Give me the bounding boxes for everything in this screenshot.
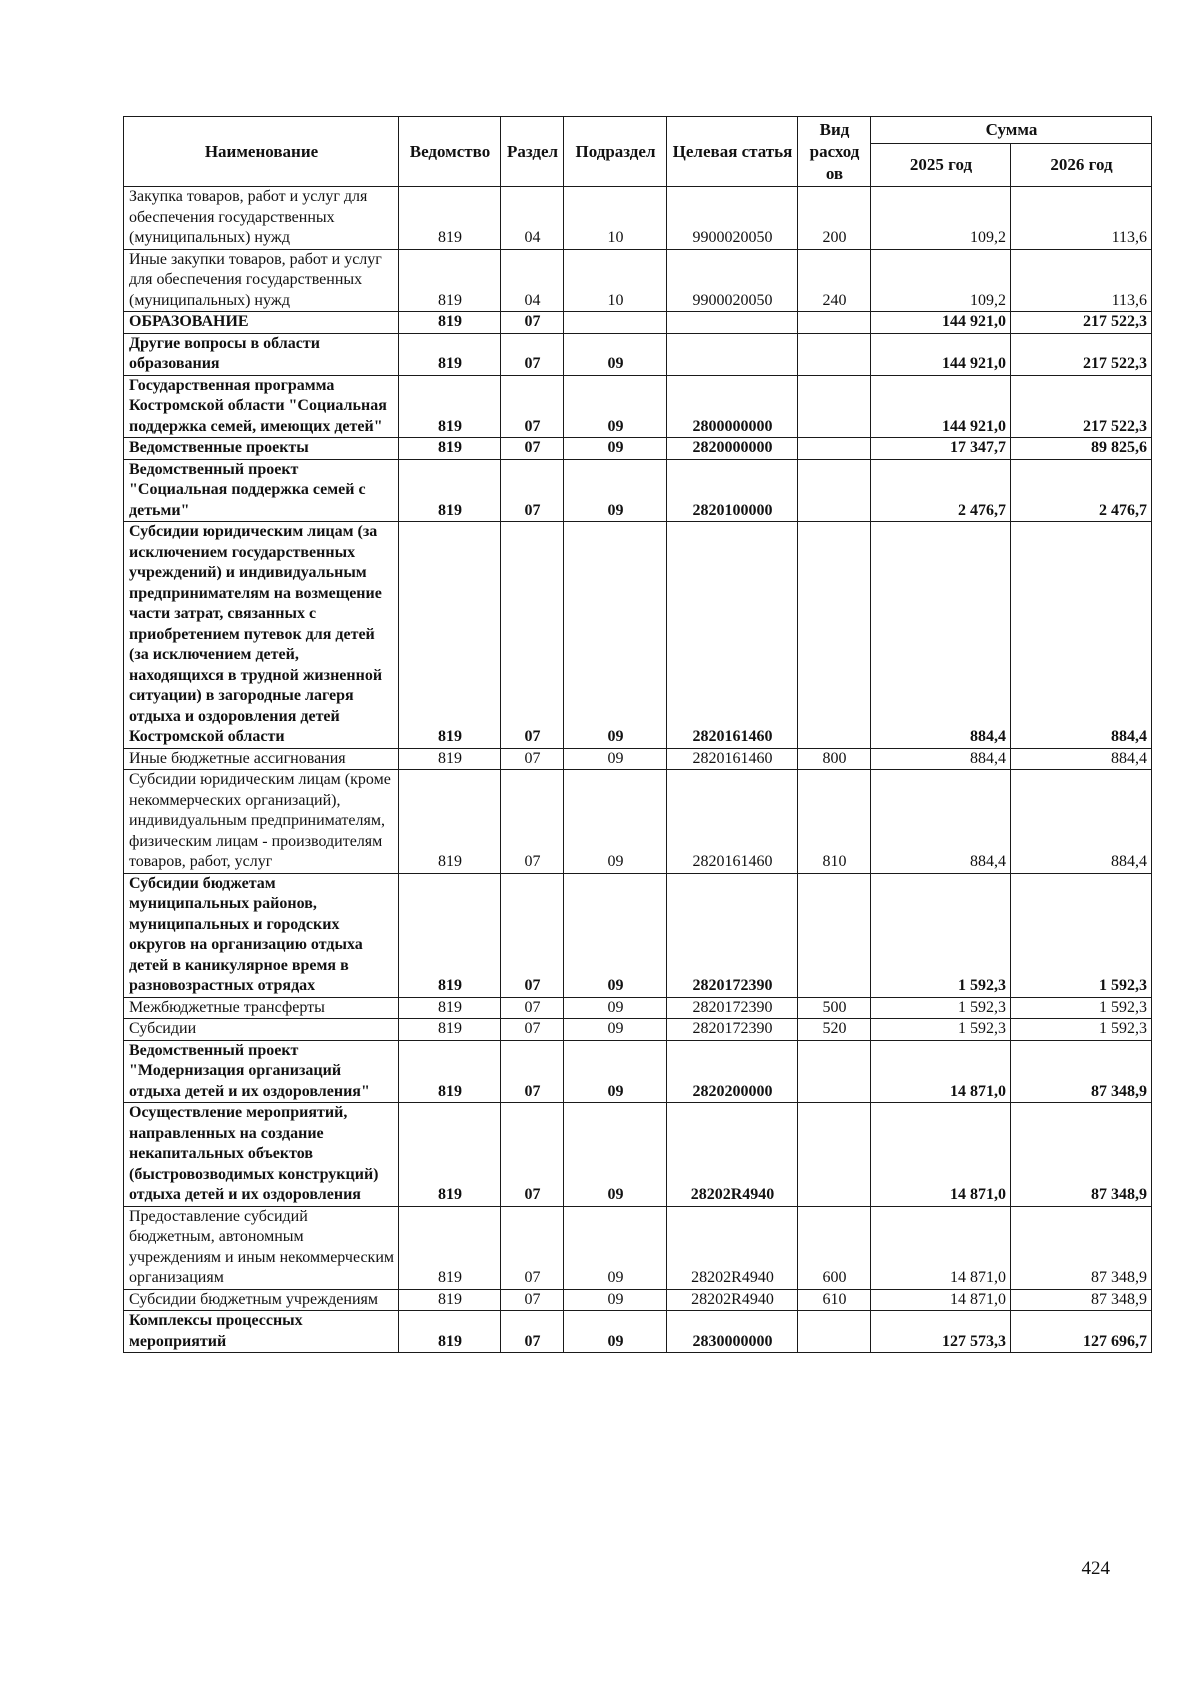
table-row (124, 187, 1152, 250)
row-subsection: 09 (564, 333, 667, 375)
row-subsection: 09 (564, 1019, 667, 1041)
row-section: 07 (501, 1289, 564, 1311)
table-row (124, 873, 1152, 997)
row-name: Ведомственный проект "Социальная поддержка семей с детьми" (124, 459, 399, 522)
table-body (124, 187, 1152, 1353)
row-expense-type: 610 (798, 1289, 871, 1311)
header-expense-type: Вид расход ов (798, 117, 871, 187)
row-amount-2026: 217 522,3 (1011, 312, 1152, 334)
row-department: 819 (399, 1103, 501, 1207)
row-section: 07 (501, 1019, 564, 1041)
row-department: 819 (399, 333, 501, 375)
row-amount-2025: 1 592,3 (871, 1019, 1011, 1041)
row-section: 07 (501, 770, 564, 874)
row-target-article: 28202R4940 (667, 1206, 798, 1289)
row-amount-2026: 87 348,9 (1011, 1040, 1152, 1103)
row-expense-type (798, 375, 871, 438)
row-subsection: 09 (564, 873, 667, 997)
row-subsection: 09 (564, 1206, 667, 1289)
row-amount-2026: 1 592,3 (1011, 1019, 1152, 1041)
row-target-article: 2830000000 (667, 1311, 798, 1353)
row-amount-2025: 109,2 (871, 187, 1011, 250)
row-name: Осуществление мероприятий, направленных на создание некапитальных объектов (быстровозводимых конструкций) отдыха детей и их оздоровления (124, 1103, 399, 1207)
table-row (124, 1019, 1152, 1041)
table-row (124, 1103, 1152, 1207)
row-expense-type: 600 (798, 1206, 871, 1289)
row-amount-2025: 144 921,0 (871, 333, 1011, 375)
row-department: 819 (399, 459, 501, 522)
row-expense-type (798, 333, 871, 375)
row-amount-2025: 127 573,3 (871, 1311, 1011, 1353)
row-section: 07 (501, 312, 564, 334)
row-amount-2026: 89 825,6 (1011, 438, 1152, 460)
table-row (124, 1311, 1152, 1353)
row-section: 07 (501, 438, 564, 460)
header-name: Наименование (124, 117, 399, 187)
row-name: Ведомственные проекты (124, 438, 399, 460)
row-section: 07 (501, 1040, 564, 1103)
row-name: Субсидии бюджетам муниципальных районов, муниципальных и городских округов на организацию отдыха детей в каникулярное время в разновозрастных отрядах (124, 873, 399, 997)
row-name: Субсидии юридическим лицам (кроме некоммерческих организаций), индивидуальным предпринимателям, физическим лицам - производителям товаров, работ, услуг (124, 770, 399, 874)
row-section: 07 (501, 873, 564, 997)
table-row (124, 459, 1152, 522)
row-amount-2025: 144 921,0 (871, 312, 1011, 334)
table-row (124, 770, 1152, 874)
row-target-article: 28202R4940 (667, 1103, 798, 1207)
row-expense-type (798, 459, 871, 522)
row-subsection: 09 (564, 459, 667, 522)
row-amount-2026: 884,4 (1011, 770, 1152, 874)
row-amount-2025: 884,4 (871, 770, 1011, 874)
row-department: 819 (399, 312, 501, 334)
row-target-article: 2820161460 (667, 770, 798, 874)
row-target-article: 2820172390 (667, 873, 798, 997)
row-target-article (667, 333, 798, 375)
row-amount-2025: 14 871,0 (871, 1289, 1011, 1311)
row-amount-2025: 1 592,3 (871, 997, 1011, 1019)
row-name: Закупка товаров, работ и услуг для обеспечения государственных (муниципальных) нужд (124, 187, 399, 250)
row-department: 819 (399, 375, 501, 438)
row-target-article: 2820161460 (667, 522, 798, 749)
row-subsection: 09 (564, 1103, 667, 1207)
row-amount-2025: 884,4 (871, 522, 1011, 749)
row-department: 819 (399, 997, 501, 1019)
row-name: Другие вопросы в области образования (124, 333, 399, 375)
budget-table (123, 116, 1152, 1353)
row-amount-2026: 1 592,3 (1011, 997, 1152, 1019)
row-subsection: 10 (564, 249, 667, 312)
row-expense-type: 800 (798, 748, 871, 770)
row-target-article: 2820000000 (667, 438, 798, 460)
row-section: 07 (501, 375, 564, 438)
row-amount-2026: 113,6 (1011, 249, 1152, 312)
header-year-2025: 2025 год (871, 144, 1011, 187)
row-department: 819 (399, 873, 501, 997)
row-expense-type (798, 312, 871, 334)
row-amount-2026: 127 696,7 (1011, 1311, 1152, 1353)
row-subsection (564, 312, 667, 334)
row-subsection: 10 (564, 187, 667, 250)
row-amount-2026: 2 476,7 (1011, 459, 1152, 522)
row-section: 07 (501, 997, 564, 1019)
row-name: Межбюджетные трансферты (124, 997, 399, 1019)
row-expense-type (798, 1311, 871, 1353)
table-row (124, 438, 1152, 460)
row-target-article: 2820172390 (667, 1019, 798, 1041)
row-name: Субсидии (124, 1019, 399, 1041)
row-department: 819 (399, 1311, 501, 1353)
row-amount-2025: 2 476,7 (871, 459, 1011, 522)
row-target-article: 28202R4940 (667, 1289, 798, 1311)
table-row (124, 375, 1152, 438)
header-sum: Сумма (871, 117, 1152, 144)
row-department: 819 (399, 1206, 501, 1289)
row-expense-type (798, 1040, 871, 1103)
row-amount-2026: 87 348,9 (1011, 1289, 1152, 1311)
row-amount-2025: 884,4 (871, 748, 1011, 770)
row-target-article: 2800000000 (667, 375, 798, 438)
row-amount-2025: 14 871,0 (871, 1206, 1011, 1289)
row-expense-type (798, 873, 871, 997)
table-row (124, 997, 1152, 1019)
row-name: Иные закупки товаров, работ и услуг для обеспечения государственных (муниципальных) нужд (124, 249, 399, 312)
row-amount-2026: 87 348,9 (1011, 1103, 1152, 1207)
header-subsection: Подраздел (564, 117, 667, 187)
row-subsection: 09 (564, 748, 667, 770)
row-section: 07 (501, 522, 564, 749)
table-row (124, 312, 1152, 334)
row-subsection: 09 (564, 770, 667, 874)
row-amount-2026: 1 592,3 (1011, 873, 1152, 997)
row-name: ОБРАЗОВАНИЕ (124, 312, 399, 334)
table-row (124, 1289, 1152, 1311)
row-subsection: 09 (564, 438, 667, 460)
row-expense-type (798, 522, 871, 749)
row-target-article: 2820100000 (667, 459, 798, 522)
row-section: 07 (501, 748, 564, 770)
row-target-article: 9900020050 (667, 249, 798, 312)
row-name: Предоставление субсидий бюджетным, автономным учреждениям и иным некоммерческим организациям (124, 1206, 399, 1289)
row-subsection: 09 (564, 1289, 667, 1311)
row-department: 819 (399, 187, 501, 250)
row-section: 07 (501, 459, 564, 522)
row-department: 819 (399, 522, 501, 749)
header-target-article: Целевая статья (667, 117, 798, 187)
row-target-article (667, 312, 798, 334)
row-name: Ведомственный проект "Модернизация организаций отдыха детей и их оздоровления" (124, 1040, 399, 1103)
row-subsection: 09 (564, 997, 667, 1019)
row-amount-2025: 1 592,3 (871, 873, 1011, 997)
row-expense-type: 810 (798, 770, 871, 874)
budget-sheet (123, 116, 1151, 1353)
page-number: 424 (1081, 1558, 1110, 1579)
row-expense-type: 520 (798, 1019, 871, 1041)
row-amount-2026: 113,6 (1011, 187, 1152, 250)
row-department: 819 (399, 249, 501, 312)
table-row (124, 249, 1152, 312)
row-name: Государственная программа Костромской области "Социальная поддержка семей, имеющих детей" (124, 375, 399, 438)
row-name: Субсидии бюджетным учреждениям (124, 1289, 399, 1311)
row-amount-2025: 14 871,0 (871, 1103, 1011, 1207)
row-target-article: 2820200000 (667, 1040, 798, 1103)
row-expense-type: 200 (798, 187, 871, 250)
row-department: 819 (399, 1040, 501, 1103)
row-section: 07 (501, 333, 564, 375)
row-department: 819 (399, 1289, 501, 1311)
row-expense-type (798, 438, 871, 460)
row-department: 819 (399, 748, 501, 770)
row-amount-2026: 217 522,3 (1011, 375, 1152, 438)
table-row (124, 1206, 1152, 1289)
row-department: 819 (399, 1019, 501, 1041)
table-row (124, 1040, 1152, 1103)
row-amount-2026: 884,4 (1011, 748, 1152, 770)
table-row (124, 522, 1152, 749)
row-amount-2025: 14 871,0 (871, 1040, 1011, 1103)
row-section: 07 (501, 1206, 564, 1289)
header-year-2026: 2026 год (1011, 144, 1152, 187)
row-department: 819 (399, 770, 501, 874)
header-section: Раздел (501, 117, 564, 187)
row-name: Иные бюджетные ассигнования (124, 748, 399, 770)
row-section: 07 (501, 1103, 564, 1207)
row-amount-2025: 17 347,7 (871, 438, 1011, 460)
header-row-1 (124, 117, 1152, 144)
row-expense-type: 500 (798, 997, 871, 1019)
row-amount-2025: 144 921,0 (871, 375, 1011, 438)
row-expense-type (798, 1103, 871, 1207)
row-subsection: 09 (564, 375, 667, 438)
row-amount-2026: 87 348,9 (1011, 1206, 1152, 1289)
row-amount-2026: 217 522,3 (1011, 333, 1152, 375)
table-row (124, 748, 1152, 770)
row-subsection: 09 (564, 1040, 667, 1103)
row-amount-2025: 109,2 (871, 249, 1011, 312)
row-target-article: 9900020050 (667, 187, 798, 250)
row-subsection: 09 (564, 1311, 667, 1353)
row-section: 04 (501, 187, 564, 250)
row-section: 07 (501, 1311, 564, 1353)
header-department: Ведомство (399, 117, 501, 187)
row-name: Комплексы процессных мероприятий (124, 1311, 399, 1353)
table-row (124, 333, 1152, 375)
row-expense-type: 240 (798, 249, 871, 312)
row-subsection: 09 (564, 522, 667, 749)
row-section: 04 (501, 249, 564, 312)
row-department: 819 (399, 438, 501, 460)
row-target-article: 2820161460 (667, 748, 798, 770)
row-name: Субсидии юридическим лицам (за исключением государственных учреждений) и индивидуальным предпринимателям на возмещение части затрат, связанных с приобретением путевок для детей (за исключением детей, находящихся в трудной жизненной ситуации) в загородные лагеря отдыха и оздоровления детей Костромской области (124, 522, 399, 749)
row-amount-2026: 884,4 (1011, 522, 1152, 749)
row-target-article: 2820172390 (667, 997, 798, 1019)
